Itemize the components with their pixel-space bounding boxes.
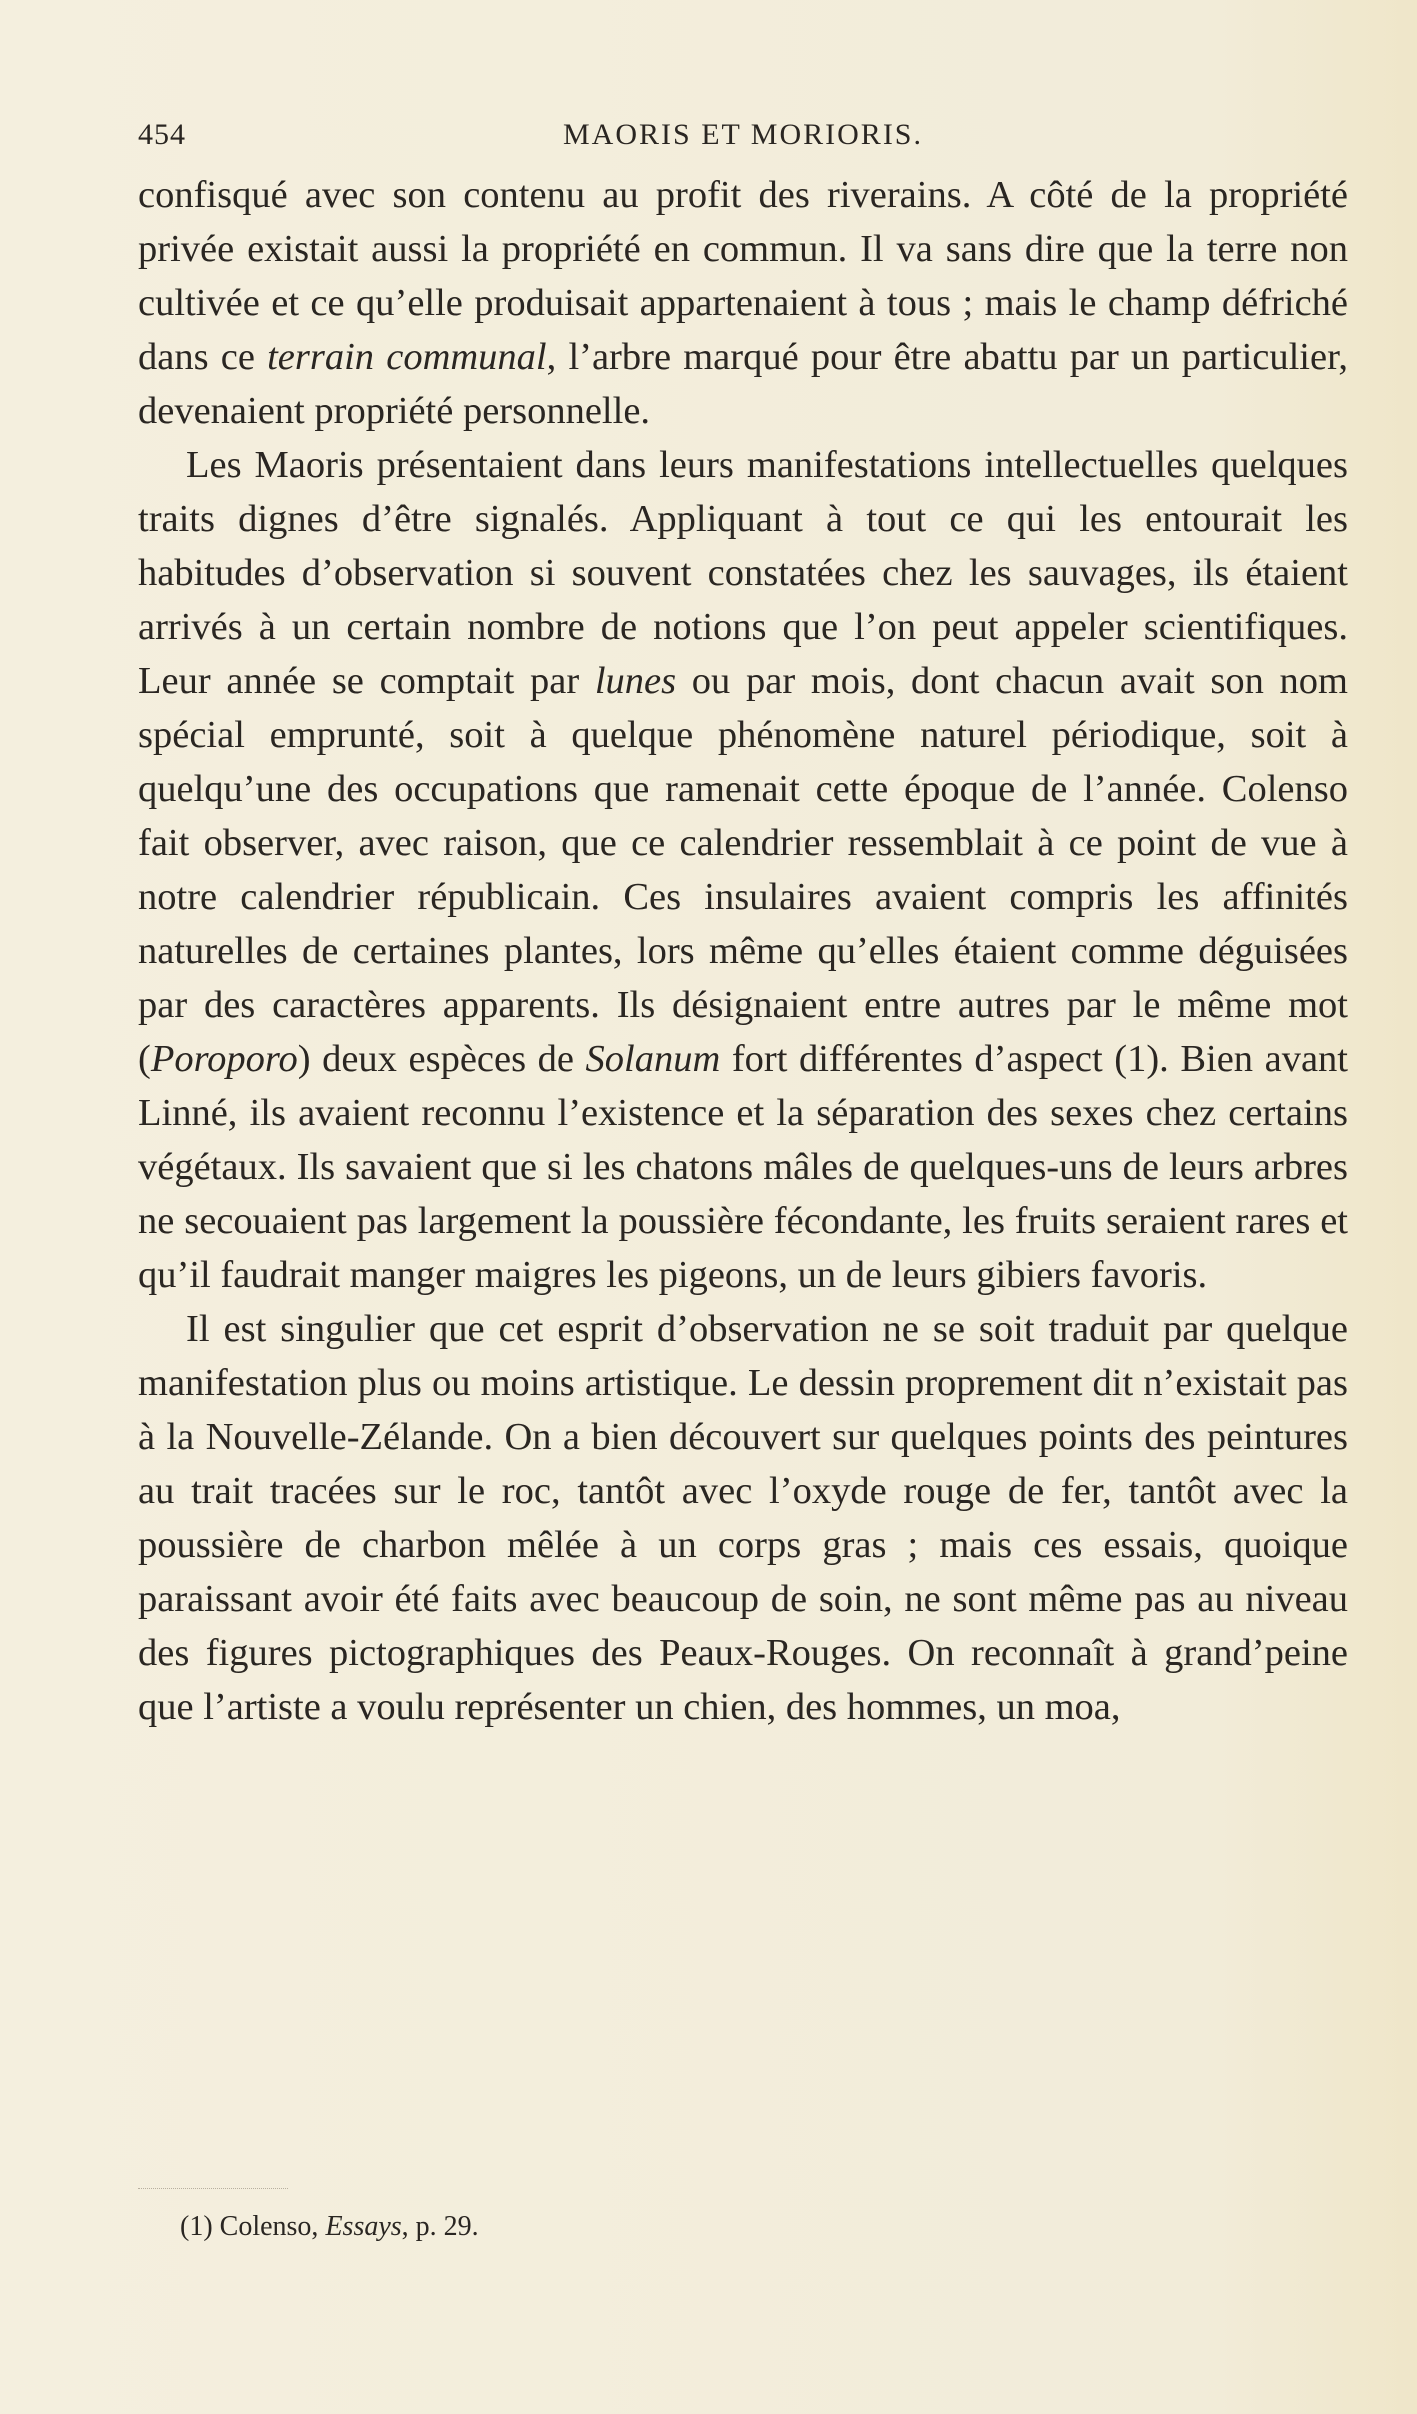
body-text [138, 168, 1348, 1734]
footnote-page-ref: , p. 29. [401, 2211, 479, 2242]
text-run: fort différentes d’aspect (1). Bien avant Linné, ils avaient reconnu l’existence et la séparation des sexes chez certains végétaux. Ils savaient que si les chatons mâles de quelques-uns de leurs arbres ne secouaient pas largement la poussière fécondante, les fruits seraient rares et qu’il faudrait manger maigres les pigeons, un de leurs gibiers favoris. [138, 1038, 1348, 1296]
text-run: ou par mois, dont chacun avait son nom spécial emprunté, soit à quelque phénomène naturel périodique, soit à quelqu’une des occupations que ramenait cette époque de l’année. Colenso fait observer, avec raison, que ce calendrier ressemblait à ce point de vue à notre calendrier républicain. Ces insulaires avaient compris les affinités naturelles de certaines plantes, lors même qu’elles étaient comme déguisées par des caractères apparents. Ils désignaient entre autres par le même mot ( [138, 660, 1348, 1080]
running-title: MAORIS ET MORIORIS. [563, 118, 923, 151]
footnote-marker: (1) [180, 2211, 213, 2242]
text-run: Il est singulier que cet esprit d’observation ne se soit traduit par quelque manifestation plus ou moins artistique. Le dessin proprement dit n’existait pas à la Nouvelle-Zélande. On a bien découvert sur quelques points des peintures au trait tracées sur le roc, tantôt avec l’oxyde rouge de fer, tantôt avec la poussière de charbon mêlée à un corps gras ; mais ces essais, quoique paraissant avoir été faits avec beaucoup de soin, ne sont même pas au niveau des figures pictographiques des Peaux-Rouges. On reconnaît à grand’peine que l’artiste a voulu représenter un chien, des hommes, un moa, [138, 1308, 1348, 1728]
page-header [138, 118, 1348, 158]
paragraph-3 [138, 1302, 1348, 1734]
italic-term-poroporo: Poroporo [150, 1038, 298, 1080]
footnote-work-title: Essays [325, 2211, 402, 2242]
text-run: , l’arbre marqué pour être abattu par un particulier, devenaient propriété personnelle. [138, 336, 1348, 432]
text-run: Les Maoris présentaient dans leurs manifestations intellectuelles quelques traits dignes d’être signalés. Appliquant à tout ce qui les entourait les habitudes d’observation si souvent constatées chez les sauvages, ils étaient arrivés à un certain nombre de notions que l’on peut appeler scientifiques. Leur année se comptait par [138, 444, 1348, 702]
footnote [180, 2208, 479, 2246]
text-run: ) deux espèces de [297, 1038, 586, 1080]
italic-term-terrain-communal: terrain communal [267, 336, 547, 378]
paragraph-1 [138, 168, 1348, 438]
paragraph-2 [138, 438, 1348, 1302]
footnote-divider [138, 2188, 288, 2189]
page-number: 454 [138, 118, 186, 151]
footnote-author: Colenso, [219, 2211, 319, 2242]
italic-term-lunes: lunes [594, 660, 677, 702]
italic-term-solanum: Solanum [585, 1038, 721, 1080]
text-run: confisqué avec son contenu au profit des riverains. A côté de la propriété privée existait aussi la propriété en commun. Il va sans dire que la terre non cultivée et ce qu’elle produisait appartenaient à tous ; mais le champ défriché dans ce [138, 174, 1348, 378]
